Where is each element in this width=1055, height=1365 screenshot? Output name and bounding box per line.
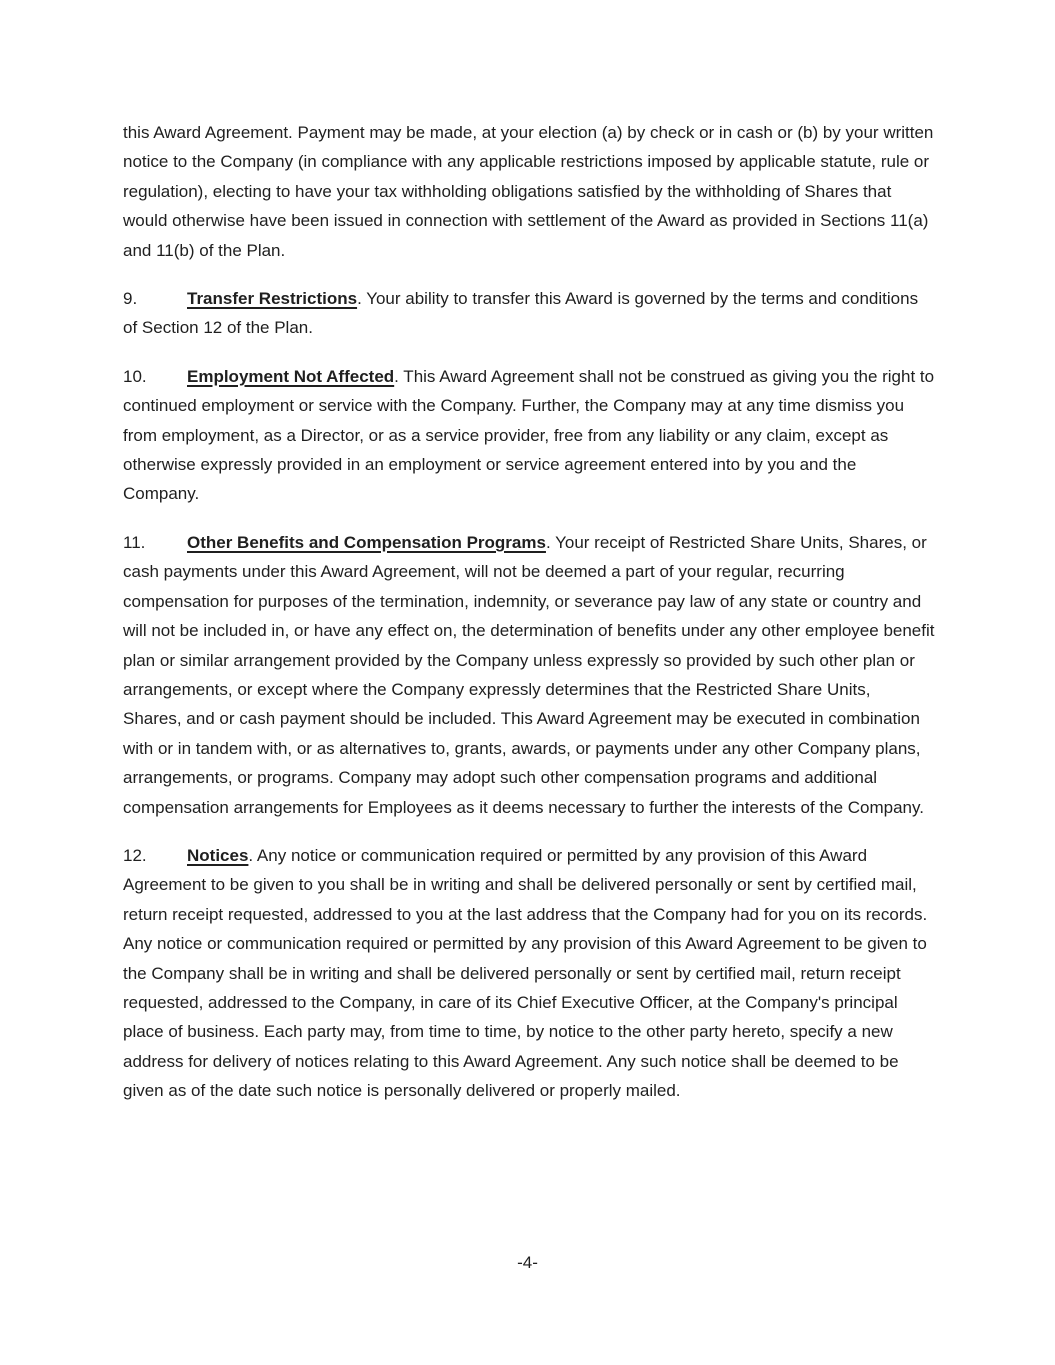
section-heading: Transfer Restrictions xyxy=(187,289,358,309)
section-body-text: . Your receipt of Restricted Share Units, Shares, or cash payments under this Award Agreement, will not be deemed a part of your regular, recurring compensation for purposes of the termination, indemnity, or severance pay law of any state or country and will not be included in, or have any effect on, the determination of benefits under any other employee benefit plan or similar arrangement provided by the Company unless expressly so provided by such other plan or arrangements, or except where the Company expressly determines that the Restricted Share Units, Shares, and or cash payment should be included. This Award Agreement may be executed in combination with or in tandem with, or as alternatives to, grants, awards, or payments under any other Company plans, arrangements, or programs. Company may adopt such other compensation programs and additional compensation arrangements for Employees as it deems necessary to further the interests of the Company. xyxy=(123,532,940,817)
section-number: 10. xyxy=(123,366,147,386)
section-number: 11. xyxy=(123,532,146,552)
section-heading: Other Benefits and Compensation Programs xyxy=(187,532,546,552)
intro-text: this Award Agreement. Payment may be made, at your election (a) by check or in cash or (b) by your written notice to the Company (in compliance with any applicable restrictions imposed by applicable statute, rule or regulation), electing to have your tax withholding obligations satisfied by the withholding of Shares that would otherwise have been issued in connection with settlement of the Award as provided in Sections 11(a) and 11(b) of the Plan. xyxy=(123,123,939,260)
paragraph-intro xyxy=(123,118,939,265)
document-body xyxy=(123,118,940,1125)
section-body-text: . Your ability to transfer this Award is governed by the terms and conditions of Section 12 of the Plan. xyxy=(123,289,923,338)
section-number: 9. xyxy=(123,289,138,309)
page-number: -4- xyxy=(517,1253,538,1272)
section-heading: Employment Not Affected xyxy=(187,366,395,386)
section-body-text: . Any notice or communication required or permitted by any provision of this Award Agreement to be given to you shall be in writing and shall be delivered personally or sent by certified mail, return receipt requested, addressed to you at the last address that the Company had for you on its records. Any notice or communication required or permitted by any provision of this Award Agreement to be given to the Company shall be in writing and shall be delivered personally or sent by certified mail, return receipt requested, addressed to the Company, in care of its Chief Executive Officer, at the Company's principal place of business. Each party may, from time to time, by notice to the other party hereto, specify a new address for delivery of notices relating to this Award Agreement. Any such notice shall be deemed to be given as of the date such notice is personally delivered or properly mailed. xyxy=(123,845,932,1101)
page-number-footer xyxy=(0,1248,1055,1277)
section-number: 12. xyxy=(123,845,147,865)
section-paragraph-12 xyxy=(123,841,935,1106)
section-heading: Notices xyxy=(187,845,249,865)
section-paragraph-9 xyxy=(123,284,935,343)
section-body-text: . This Award Agreement shall not be construed as giving you the right to continued employment or service with the Company. Further, the Company may at any time dismiss you from employment, as a Director, or as a service provider, free from any liability or any claim, except as otherwise expressly provided in an employment or service agreement entered into by you and the Company. xyxy=(123,366,939,504)
section-paragraph-10 xyxy=(123,362,939,509)
section-paragraph-11 xyxy=(123,528,940,822)
